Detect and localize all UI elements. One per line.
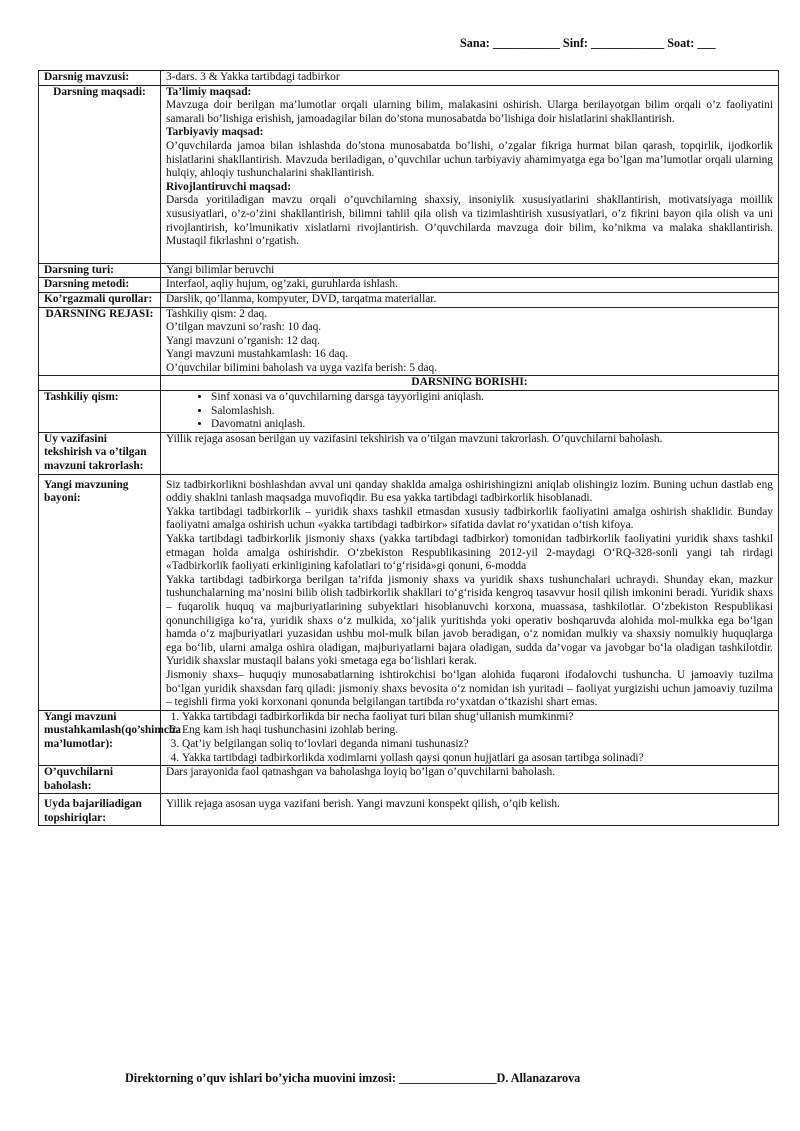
goals-label: Darsning maqsadi: [39,85,161,263]
new-topic-paragraph: Yakka tartibdagi tadbirkorlik – yuridik shaxs tashkil etmasdan xususiy tadbirkorlik faoliyatini amalga oshirish shaklidir. Bunday faoliyatni amalga oshirish uchun «yakka tartibdagi tadbirkor» sifatida davlat ro‘yxatidan o‘tish kifoya. [166,505,773,532]
home-tasks-label: Uyda bajariliadigan topshiriqlar: [39,794,161,826]
assessment-value: Dars jarayonida faol qatnashgan va baholashga loyiq bo’lgan o’quvchilarni baholash. [161,766,779,794]
educational-goal-text: Mavzuga doir berilgan ma’lumotlar orqali ularning bilim, malakasini oshirish. Ularga berilayotgan bilim orqali o’z faoliyatini samarali bo’lishiga erishish, jamoadagilar bilan do’stona munosabatda bo’lishiga doir hislatlarini shakllantirish. [166,99,773,125]
list-item: • Sinf xonasi va o’quvchilarning darsga tayyorligini aniqlash. [211,391,773,405]
list-item: • Salomlashish. [211,405,773,419]
home-tasks-value: Yillik rejaga asosan uyga vazifani berish. Yangi mavzuni konspekt qilish, o’qib kelish. [161,794,779,826]
topic-value: 3-dars. 3 & Yakka tartibdagi tadbirkor [161,71,779,86]
new-topic-paragraph: Jismoniy shaxs– huquqiy munosabatlarning ishtirokchisi bo‘lgan alohida fuqaroni ifodalovchi tushuncha. U jamoaviy tuzilma bo‘lgan yuridik shaxsdan farq qiladi: jismoniy shaxs bevosita o‘z nomidan ish yuritadi – faoliyat yurgizishi uchun jamoaviy tuzilma – tegishli firma yoki korxonani qonunda belgilangan tartibda ro‘yxatdan o‘tkazishi shart emas. [166,668,773,709]
homework-check-row [39,432,779,474]
date-class-hour-header: Sana: ___________ Sinf: ____________ Soat: ___ [460,36,716,50]
list-item: 2. Eng kam ish haqi tushunchasini izohlab bering. [182,724,773,738]
developing-goal-title: Rivojlantiruvchi maqsad: [166,180,291,193]
new-topic-paragraph: Yakka tartibdagi tadbirkorga berilgan ta’rifda jismoniy shaxs va yuridik shaxs tushunchalari uchraydi. Shunday ekan, mazkur tushunchalarning ma’nosini bilib olish tadbirkorlik shakllari to‘g‘risida kengroq tasavvur hosil qilish imkonini beradi. Yuridik shaxs – fuqarolik huquq va majburiyatlarining subyektlari hisoblanuvchi korxona, muassasa, tashkilotlar. O‘zbekiston Respublikasi qonunchiligiga ko‘ra, yuridik shaxs o‘z mulkida, xo‘jalik yuritishda yoki operativ boshqaruvda alohida mol-mulkka ega bo‘lgan hamda o‘z majburiyatlari yuzasidan ushbu mol-mulk bilan javob beradigan, o‘z nomidan mulkiy va shaxsiy nomulkiy huquqlarga ega bo‘lib, ularni amalga oshira oladigan, majburiyatlarni bajara oladigan, sudda da’vogar va javobgar bo‘la oladigan tashkilotdir. Yuridik shaxslar mustaqil balans yoki smetaga ega bo‘lishlari kerak. [166,573,773,668]
upbringing-goal-text: O’quvchilarda jamoa bilan ishlashda do’stona munosabatda bo’lishi, o’zgalar fikriga hurmat bilan qarash, topqirlik, ijodkorlik hislatlarini shakllantirish. Mavzuda beriladigan, o’quvchilar uchun tarbiyaviy ahamimyatga ega bo’lgan ma’lumotlar orqali ularning hulqiy, ahloqiy tushunchalarini shakllantirish. [166,139,773,180]
lesson-type-value: Yangi bilimlar beruvchi [161,263,779,278]
organizational-row [39,391,779,433]
educational-goal-title: Ta’limiy maqsad: [166,85,252,98]
lesson-type-row [39,263,779,278]
list-item: 1. Yakka tartibdagi tadbirkorlikda bir necha faoliyat turi bilan shug‘ullanish mumkinmi? [182,711,773,725]
plan-item: O’quvchilar bilimini baholash va uyga vazifa berish: 5 daq. [166,361,438,374]
assessment-row [39,766,779,794]
new-topic-row [39,474,779,710]
tools-value: Darslik, qo’llanma, kompyuter, DVD, tarqatma materiallar. [161,292,779,307]
upbringing-goal-title: Tarbiyaviy maqsad: [166,126,264,139]
new-topic-paragraph: Siz tadbirkorlikni boshlashdan avval uni qanday shaklda amalga oshirishingizni aniqlab olishingiz lozim. Buning uchun dastlab eng oddiy shaklni tanlash maqsadga muvofiqdir. Bu esa yakka tartibdagi tadbirkorlik hisoblanadi. [166,478,773,505]
reinforce-row [39,710,779,765]
plan-label: DARSNING REJASI: [39,307,161,376]
organizational-label: Tashkiliy qism: [39,391,161,433]
homework-check-value: Yillik rejaga asosan berilgan uy vazifasini tekshirish va o’tilgan mavzuni takrorlash. O’quvchilarni baholash. [161,432,779,474]
new-topic-paragraph: Yakka tartibdagi tadbirkorlik jismoniy shaxs (yakka tartibdagi tadbirkor) tomonidan tadbirkorlik faoliyatini yuridik shaxs tashkil etmagan holda amalga oshirishdir. O‘zbekiston Respublikasining 2012-yil 2-maydagi O‘RQ-328-sonli yangi tah rirdagi «Tadbirkorlik faoliyati erkinligining kafolatlari to‘g‘risida»gi qonuni, 6-modda [166,533,773,573]
course-heading-row [39,376,779,391]
topic-row [39,71,779,86]
lesson-method-label: Darsning metodi: [39,278,161,293]
tools-label: Ko’rgazmali qurollar: [39,292,161,307]
signature-line: Direktorning o’quv ishlari bo’yicha muovini imzosi: ________________D. Allanazarova [125,1071,581,1085]
course-heading: DARSNING BORISHI: [161,376,779,391]
new-topic-label: Yangi mavzuning bayoni: [39,474,161,710]
list-item: 4. Yakka tartibdagi tadbirkorlikda xodimlarni yollash qaysi qonun hujjatlari ga asosan tartibga solinadi? [182,752,773,766]
lesson-plan-table [38,70,779,826]
plan-item: O’tilgan mavzuni so’rash: 10 daq. [166,321,322,334]
lesson-type-label: Darsning turi: [39,263,161,278]
plan-item: Yangi mavzuni o’rganish: 12 daq. [166,334,320,347]
plan-item: Tashkiliy qism: 2 daq. [166,307,268,320]
list-item: 3. Qat’iy belgilangan soliq to‘lovlari deganda nimani tushunasiz? [182,738,773,752]
list-item: • Davomatni aniqlash. [211,418,773,432]
reinforce-label: Yangi mavzuni mustahkamlash(qo’shimcha ma’lumotlar): [39,710,161,765]
plan-item: Yangi mavzuni mustahkamlash: 16 daq. [166,348,349,361]
plan-row [39,307,779,376]
goals-row [39,85,779,263]
developing-goal-text: Darsda yoritiladigan mavzu orqali o’quvchilarning shaxsiy, insoniylik xususiyatlarini shakllantirish, motivatsiyaga moillik xususiyatlari, o’z-o’zini shakllantirish, bilimni tahlil qila olish va tizimlashtirish xususiyatlari, o’z fikrini bayon qila olish va uni rivojlantirish, ko’lmunikativ xislatlarni rivojlantirish. O’quvchilarda mavzuga doir bilim, ko’nikma va malaka shakllantirish. Mustaqil fikrlashni o’rgatish. [166,194,773,248]
organizational-list [166,391,773,432]
home-tasks-row [39,794,779,826]
topic-label: Darsnig mavzusi: [39,71,161,86]
assessment-label: O’quvchilarni baholash: [39,766,161,794]
homework-check-label: Uy vazifasini tekshirish va o’tilgan mavzuni takrorlash: [39,432,161,474]
tools-row [39,292,779,307]
lesson-method-value: Interfaol, aqliy hujum, og’zaki, guruhlarda ishlash. [161,278,779,293]
lesson-method-row [39,278,779,293]
reinforce-list [166,711,773,765]
